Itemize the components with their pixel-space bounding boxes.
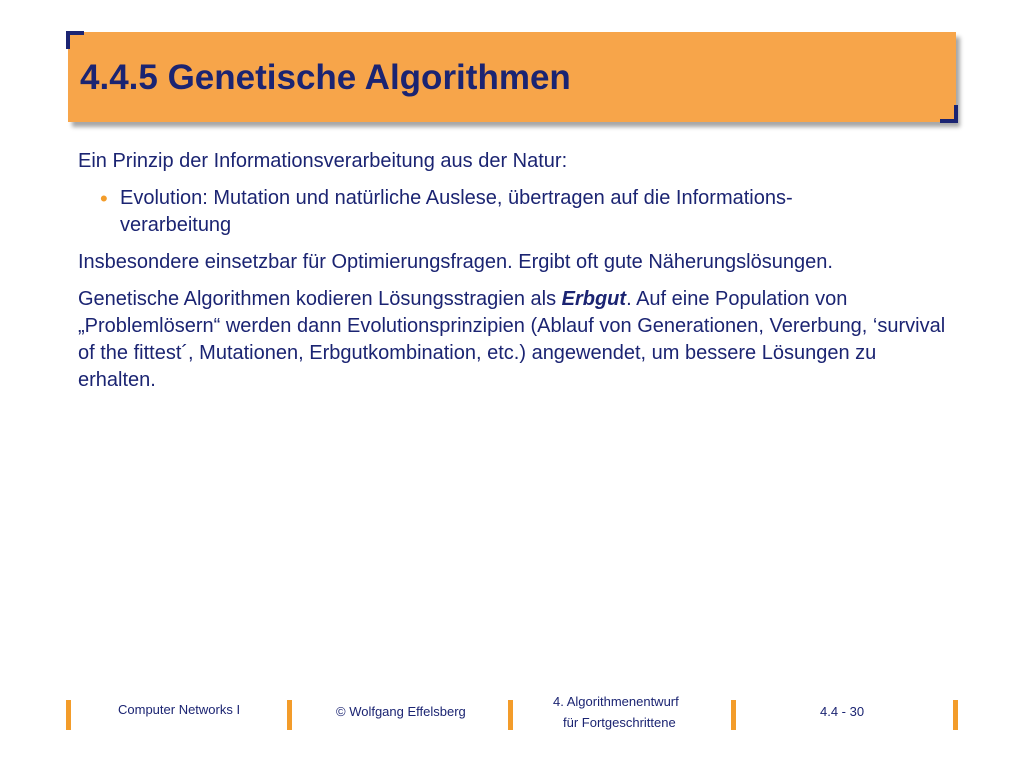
footer-divider xyxy=(508,700,513,730)
intro-text: Ein Prinzip der Informationsverarbeitung aus der Natur: xyxy=(78,150,568,172)
para3-after: . Auf eine Population von „Problemlösern“ werden dann Evolutionsprinzipien (Ablauf von Generationen, Vererbung, ‘survival of the fittest´, Mutationen, Erbgutkombination, etc.) angewendet, um bessere Lösungen zu erhalten. xyxy=(78,288,946,391)
footer-divider xyxy=(287,700,292,730)
footer-divider xyxy=(731,700,736,730)
slide-content xyxy=(78,148,948,404)
title-banner xyxy=(68,32,956,122)
corner-bracket-top-left xyxy=(66,31,84,49)
slide-footer xyxy=(0,690,1024,740)
footer-course: Computer Networks I xyxy=(118,702,241,717)
footer-chapter-line2: für Fortgeschrittene xyxy=(563,715,676,730)
footer-author: © Wolfgang Effelsberg xyxy=(336,704,466,719)
paragraph-genetic-algorithms xyxy=(78,286,948,394)
slide-title: 4.4.5 Genetische Algorithmen xyxy=(80,58,571,97)
corner-bracket-bottom-right xyxy=(940,105,958,123)
footer-chapter-line1: 4. Algorithmenentwurf xyxy=(553,694,679,709)
footer-divider xyxy=(953,700,958,730)
footer-page-number: 4.4 - 30 xyxy=(820,704,865,719)
paragraph-optimization: Insbesondere einsetzbar für Optimierungsfragen. Ergibt oft gute Näherungslösungen. xyxy=(78,251,833,273)
emphasis-erbgut: Erbgut xyxy=(561,288,627,310)
bullet-item xyxy=(78,185,948,239)
para3-before: Genetische Algorithmen kodieren Lösungsstragien als xyxy=(78,288,562,310)
footer-divider xyxy=(66,700,71,730)
bullet-text-line2: verarbeitung xyxy=(120,214,232,236)
bullet-dot-icon: • xyxy=(100,186,108,211)
bullet-text-line1: Evolution: Mutation und natürliche Auslese, übertragen auf die Informations- xyxy=(120,187,793,209)
